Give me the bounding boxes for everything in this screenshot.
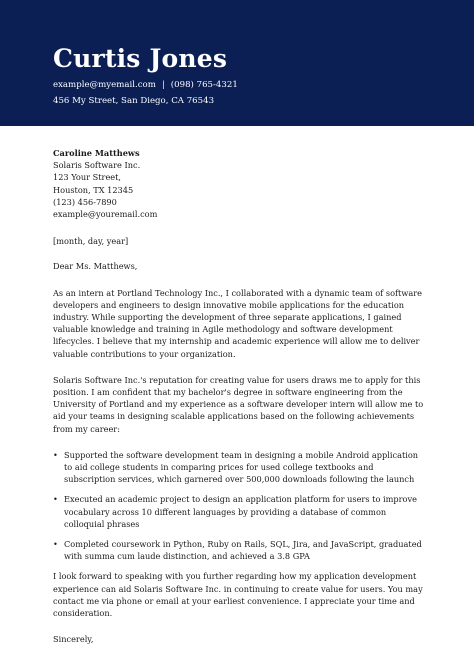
sender-name: Curtis Jones bbox=[53, 44, 228, 73]
motivation-paragraph: Solaris Software Inc.'s reputation for creating value for users draws me to apply for this position. I am confident that my bachelor's degree in software engineering from the University of Portland and my experience as a software developer intern will allow me to aid your teams in designing scalable applications based on the following achievements from my career: bbox=[53, 374, 424, 434]
recipient-block bbox=[53, 147, 425, 220]
sender-contact-line bbox=[53, 80, 238, 90]
sender-address: 456 My Street, San Diego, CA 76543 bbox=[53, 96, 215, 106]
list-item: • Completed coursework in Python, Ruby on Rails, SQL, Jira, and JavaScript, graduated with summa cum laude distinction, and achieved a 3.8 GPA bbox=[64, 538, 425, 562]
recipient-city: Houston, TX 12345 bbox=[53, 184, 134, 195]
sender-email[interactable]: example@myemail.com bbox=[53, 80, 156, 90]
recipient-phone: (123) 456-7890 bbox=[53, 196, 117, 207]
contact-separator: | bbox=[161, 80, 165, 90]
letter-date: [month, day, year] bbox=[53, 236, 129, 247]
achievements-list bbox=[53, 449, 425, 563]
letter-body bbox=[53, 147, 425, 646]
closing-paragraph: I look forward to speaking with you further regarding how my application development experience can aid Solaris Software Inc. in continuing to create value for users. You may contact me via phone or email at your earliest convenience. I appreciate your time and consideration. bbox=[53, 571, 423, 619]
sender-phone: (098) 765-4321 bbox=[170, 80, 238, 90]
recipient-street: 123 Your Street, bbox=[53, 172, 122, 183]
resume-header bbox=[0, 0, 474, 126]
recipient-name: Caroline Matthews bbox=[53, 148, 140, 158]
signoff: Sincerely, bbox=[53, 634, 94, 645]
intro-paragraph: As an intern at Portland Technology Inc., I collaborated with a dynamic team of software developers and engineers to design innovative mobile applications for the education industry. While supporting the development of three separate applications, I gained valuable knowledge and training in Agile methodology and software development lifecycles. I believe that my internship and academic experience will allow me to deliver valuable contributions to your organization. bbox=[53, 287, 422, 359]
recipient-email[interactable]: example@youremail.com bbox=[53, 209, 158, 220]
recipient-company: Solaris Software Inc. bbox=[53, 160, 141, 171]
salutation: Dear Ms. Matthews, bbox=[53, 261, 138, 272]
list-item: • Executed an academic project to design an application platform for users to improve vocabulary across 10 different languages by providing a database of common colloquial phrases bbox=[64, 493, 425, 530]
list-item: • Supported the software development team in designing a mobile Android application to aid college students in comparing prices for used college textbooks and subscription services, which garnered over 500,000 downloads following the launch bbox=[64, 449, 425, 486]
